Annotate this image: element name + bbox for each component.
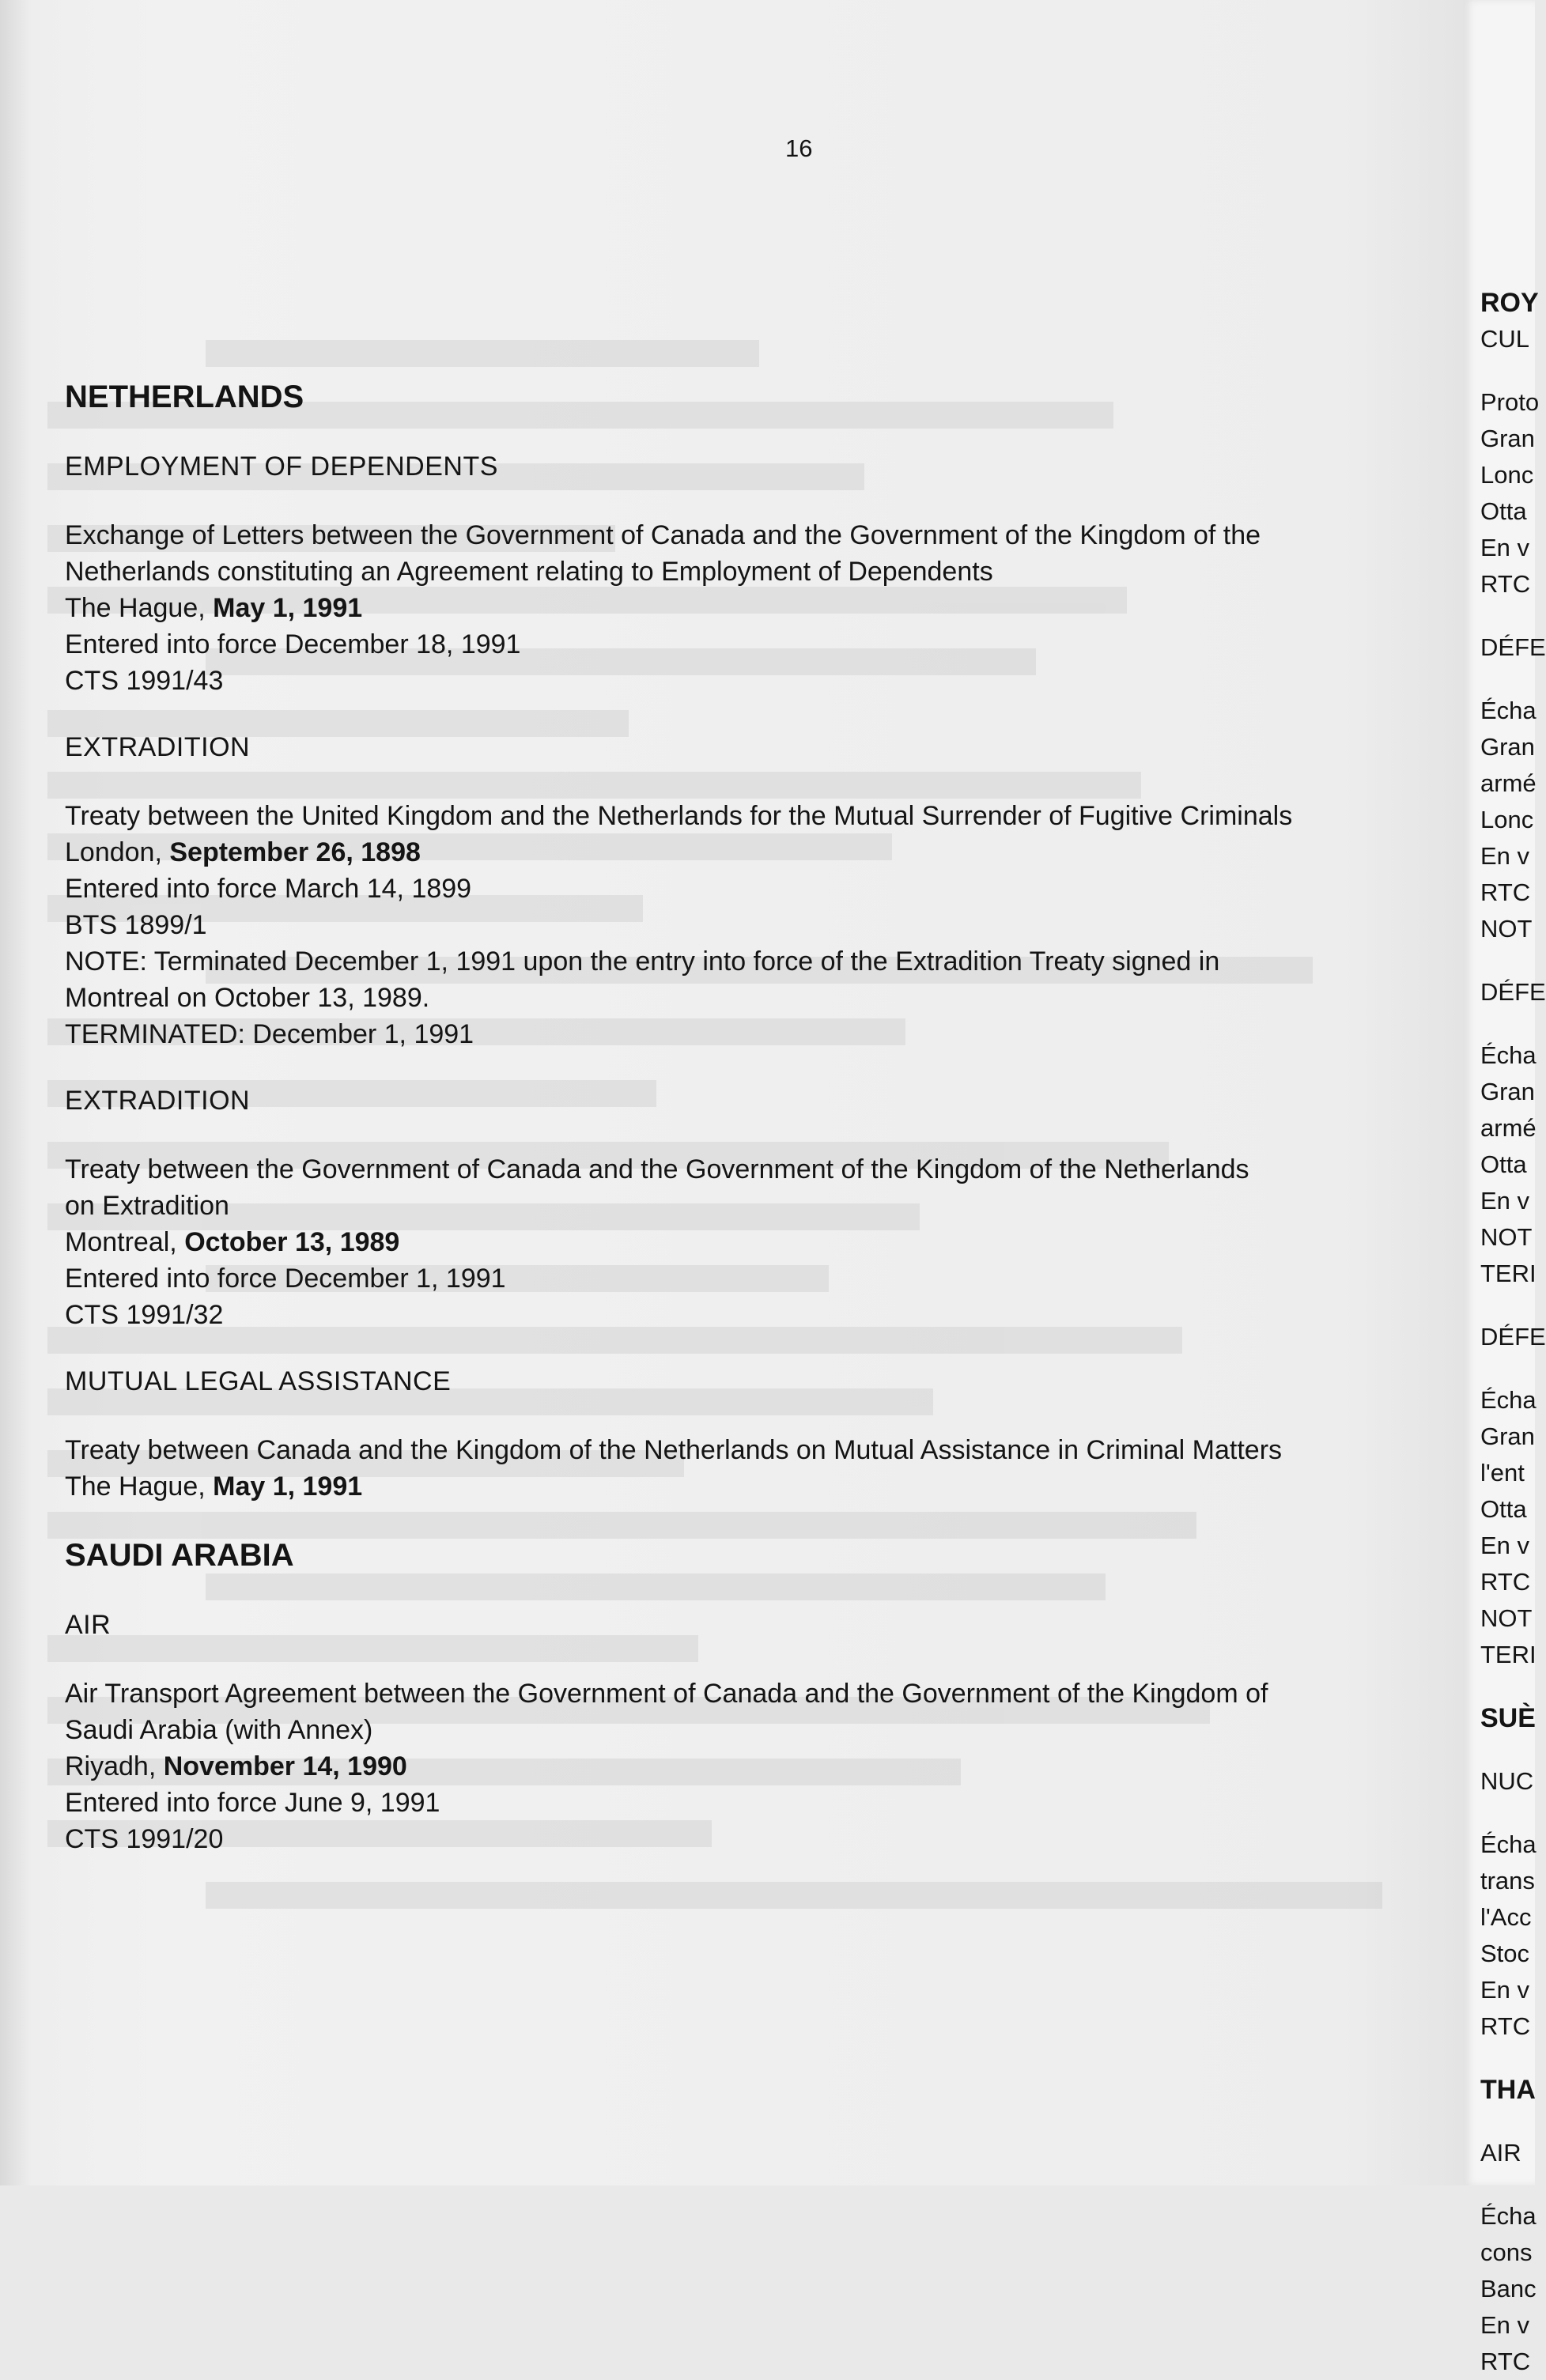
subject-heading: EMPLOYMENT OF DEPENDENTS: [65, 451, 498, 482]
treaty-title-line: Treaty between the Government of Canada and the Government of the Kingdom of the Netherlands: [65, 1154, 1249, 1184]
right-page-text-fragment: En v: [1480, 842, 1530, 870]
treaty-entry: [65, 1432, 1453, 1505]
right-page-text-fragment: RTC: [1480, 2348, 1531, 2375]
fragment-gap: [1480, 2171, 1546, 2198]
fragment-gap: [1480, 1673, 1546, 1700]
right-page-text-fragment: Gran: [1480, 425, 1535, 452]
signing-place: Montreal,: [65, 1227, 185, 1257]
signing-date: September 26, 1898: [169, 837, 421, 867]
document-page-right-edge: [1463, 0, 1546, 2375]
signing-place-date: [65, 834, 1453, 871]
right-page-text-fragment: En v: [1480, 1532, 1530, 1559]
right-page-text-fragment: Otta: [1480, 1150, 1527, 1178]
signing-place-date: [65, 1468, 1453, 1505]
country-section: [44, 1538, 1453, 1857]
signing-date: May 1, 1991: [213, 593, 363, 623]
right-page-text-fragment: TERI: [1480, 1260, 1537, 1287]
right-page-text-fragment: Écha: [1480, 1041, 1537, 1069]
signing-place-date: [65, 1224, 1453, 1260]
right-page-text-fragment: Écha: [1480, 1386, 1537, 1414]
right-page-text-fragment: Otta: [1480, 1495, 1527, 1523]
right-page-text-fragment: Écha: [1480, 2202, 1537, 2230]
right-page-text-fragment: Lonc: [1480, 461, 1534, 489]
treaty-title-line: Air Transport Agreement between the Government of Canada and the Government of the Kingdom of: [65, 1679, 1268, 1709]
right-page-text-fragment: Gran: [1480, 1422, 1535, 1450]
treaty-title-line: on Extradition: [65, 1191, 229, 1221]
right-page-text-fragment: THA: [1480, 2075, 1536, 2105]
treaty-title-line: Treaty between Canada and the Kingdom of the Netherlands on Mutual Assistance in Criminal Matters: [65, 1435, 1283, 1465]
right-page-text-fragment: En v: [1480, 2311, 1530, 2339]
country-heading: SAUDI ARABIA: [65, 1538, 294, 1573]
right-page-text-fragment: NOT: [1480, 1223, 1533, 1251]
treaty-title-line: Saudi Arabia (with Annex): [65, 1715, 373, 1745]
right-page-text-fragment: DÉFE: [1480, 633, 1546, 661]
signing-place: The Hague,: [65, 1471, 214, 1502]
fragment-gap: [1480, 1736, 1546, 1763]
treaty-detail-line: CTS 1991/43: [65, 666, 224, 696]
right-page-fragments: [1480, 285, 1546, 2380]
treaty-detail-line: Montreal on October 13, 1989.: [65, 983, 430, 1013]
right-page-text-fragment: NOT: [1480, 1604, 1533, 1632]
treaty-entry: [65, 517, 1453, 699]
right-page-text-fragment: Gran: [1480, 1078, 1535, 1105]
signing-place-date: [65, 1748, 1453, 1785]
fragment-gap: [1480, 2108, 1546, 2135]
signing-place: The Hague,: [65, 593, 214, 623]
fragment-gap: [1480, 666, 1546, 693]
right-page-text-fragment: AIR: [1480, 2139, 1521, 2167]
right-page-text-fragment: DÉFE: [1480, 978, 1546, 1006]
treaty-detail-line: Entered into force June 9, 1991: [65, 1788, 440, 1818]
fragment-gap: [1480, 947, 1546, 974]
fragment-gap: [1480, 1292, 1546, 1319]
show-through-line: [206, 340, 759, 367]
treaty-detail-line: Entered into force March 14, 1899: [65, 874, 472, 904]
right-page-text-fragment: NOT: [1480, 915, 1533, 943]
right-page-text-fragment: Écha: [1480, 1830, 1537, 1858]
page-number: 16: [785, 134, 813, 162]
fragment-gap: [1480, 1800, 1546, 1827]
right-page-text-fragment: Proto: [1480, 388, 1540, 416]
right-page-text-fragment: RTC: [1480, 570, 1531, 598]
treaty-entry: [65, 1675, 1453, 1857]
subject-heading: AIR: [65, 1610, 112, 1640]
right-page-text-fragment: RTC: [1480, 2012, 1531, 2040]
subject-heading: EXTRADITION: [65, 1086, 251, 1116]
right-page-text-fragment: cons: [1480, 2238, 1533, 2266]
treaty-detail-line: TERMINATED: December 1, 1991: [65, 1019, 474, 1049]
signing-date: May 1, 1991: [213, 1471, 363, 1502]
treaty-title-line: Treaty between the United Kingdom and the Netherlands for the Mutual Surrender of Fugitive Criminals: [65, 801, 1293, 831]
fragment-gap: [1480, 357, 1546, 384]
right-page-text-fragment: TERI: [1480, 1641, 1537, 1668]
treaty-entry: [65, 798, 1453, 1052]
right-page-text-fragment: Otta: [1480, 497, 1527, 525]
signing-date: November 14, 1990: [163, 1751, 407, 1781]
treaty-detail-line: BTS 1899/1: [65, 910, 207, 940]
right-page-text-fragment: Lonc: [1480, 806, 1534, 833]
right-page-text-fragment: CUL: [1480, 325, 1530, 353]
right-page-text-fragment: Stoc: [1480, 1940, 1530, 1967]
signing-place: London,: [65, 837, 170, 867]
right-page-text-fragment: armé: [1480, 769, 1537, 797]
fragment-gap: [1480, 603, 1546, 629]
right-page-text-fragment: ROY: [1480, 288, 1539, 318]
right-page-text-fragment: NUC: [1480, 1767, 1534, 1795]
treaty-detail-line: Entered into force December 18, 1991: [65, 629, 521, 659]
right-page-text-fragment: Banc: [1480, 2275, 1537, 2303]
right-page-text-fragment: Écha: [1480, 697, 1537, 724]
right-page-text-fragment: En v: [1480, 1187, 1530, 1215]
treaty-detail-line: Entered into force December 1, 1991: [65, 1264, 506, 1294]
fragment-gap: [1480, 2045, 1546, 2072]
treaty-detail-line: CTS 1991/32: [65, 1300, 224, 1330]
right-page-text-fragment: SUÈ: [1480, 1703, 1536, 1733]
signing-date: October 13, 1989: [184, 1227, 400, 1257]
treaty-title-line: Exchange of Letters between the Government of Canada and the Government of the Kingdom of the: [65, 520, 1261, 550]
fragment-gap: [1480, 1011, 1546, 1037]
treaty-detail-line: NOTE: Terminated December 1, 1991 upon the entry into force of the Extradition Treaty signed in: [65, 946, 1220, 977]
signing-place: Riyadh,: [65, 1751, 164, 1781]
right-page-text-fragment: armé: [1480, 1114, 1537, 1142]
country-heading: NETHERLANDS: [65, 380, 304, 414]
treaty-title-line: Netherlands constituting an Agreement relating to Employment of Dependents: [65, 557, 993, 587]
right-page-text-fragment: RTC: [1480, 1568, 1531, 1596]
treaty-detail-line: CTS 1991/20: [65, 1824, 224, 1854]
country-section: [44, 380, 1453, 1505]
right-page-text-fragment: RTC: [1480, 878, 1531, 906]
fragment-gap: [1480, 1355, 1546, 1382]
right-page-text-fragment: Gran: [1480, 733, 1535, 761]
subject-heading: EXTRADITION: [65, 732, 251, 762]
treaty-listing: [44, 380, 1453, 1891]
right-page-text-fragment: trans: [1480, 1867, 1535, 1895]
signing-place-date: [65, 590, 1453, 626]
treaty-entry: [65, 1151, 1453, 1333]
right-page-text-fragment: l'Acc: [1480, 1903, 1532, 1931]
right-page-text-fragment: l'ent: [1480, 1459, 1525, 1487]
right-page-text-fragment: DÉFE: [1480, 1323, 1546, 1351]
right-page-text-fragment: En v: [1480, 534, 1530, 561]
right-page-text-fragment: En v: [1480, 1976, 1530, 2004]
subject-heading: MUTUAL LEGAL ASSISTANCE: [65, 1366, 452, 1396]
